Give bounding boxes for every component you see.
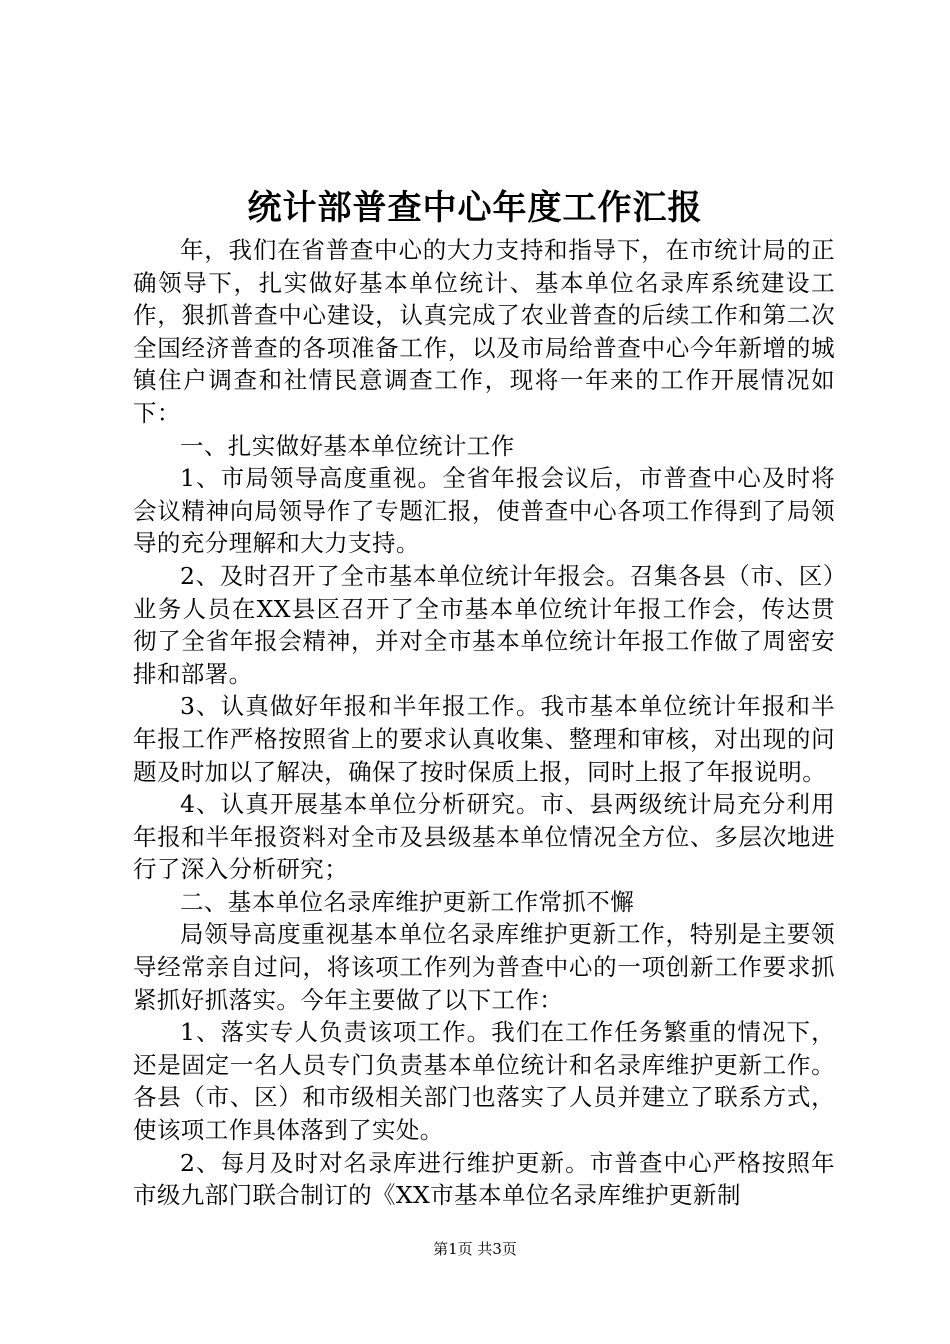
paragraph-item-2-2: 2、每月及时对名录库进行维护更新。市普查中心严格按照年市级九部门联合制订的《XX市基本单位名录库维护更新制: [133, 1148, 835, 1210]
paragraph-intro: 年，我们在省普查中心的大力支持和指导下，在市统计局的正确领导下，扎实做好基本单位统计、基本单位名录库系统建设工作，狠抓普查中心建设，认真完成了农业普查的后续工作和第二次全国经济普查的各项准备工作，以及市局给普查中心今年新增的城镇住户调查和社情民意调查工作，现将一年来的工作开展情况如下：: [133, 236, 835, 427]
paragraph-item-1-1: 1、市局领导高度重视。全省年报会议后，市普查中心及时将会议精神向局领导作了专题汇报，使普查中心各项工作得到了局领导的充分理解和大力支持。: [133, 464, 835, 558]
document-body: [133, 234, 835, 1212]
paragraph-item-1-3: 3、认真做好年报和半年报工作。我市基本单位统计年报和半年报工作严格按照省上的要求认真收集、整理和审核，对出现的问题及时加以了解决，确保了按时保质上报，同时上报了年报说明。: [133, 692, 835, 786]
section-heading-2: 二、基本单位名录库维护更新工作常抓不懈: [180, 887, 635, 916]
section-heading-1: 一、扎实做好基本单位统计工作: [180, 431, 515, 460]
paragraph-section-2-intro: 局领导高度重视基本单位名录库维护更新工作，特别是主要领导经常亲自过问，将该项工作列为普查中心的一项创新工作要求抓紧抓好抓落实。今年主要做了以下工作：: [133, 920, 835, 1014]
paragraph-item-1-4: 4、认真开展基本单位分析研究。市、县两级统计局充分利用年报和半年报资料对全市及县级基本单位情况全方位、多层次地进行了深入分析研究；: [133, 790, 835, 884]
paragraph-item-2-1: 1、落实专人负责该项工作。我们在工作任务繁重的情况下，还是固定一名人员专门负责基本单位统计和名录库维护更新工作。各县（市、区）和市级相关部门也落实了人员并建立了联系方式，使该项工作具体落到了实处。: [133, 1018, 835, 1145]
paragraph-item-1-2: 2、及时召开了全市基本单位统计年报会。召集各县（市、区）业务人员在XX县区召开了全市基本单位统计年报工作会，传达贯彻了全省年报会精神，并对全市基本单位统计年报工作做了周密安排和部署。: [133, 561, 835, 688]
document-title: 统计部普查中心年度工作汇报: [247, 188, 703, 228]
page-footer: 第1页 共3页: [433, 1240, 517, 1258]
